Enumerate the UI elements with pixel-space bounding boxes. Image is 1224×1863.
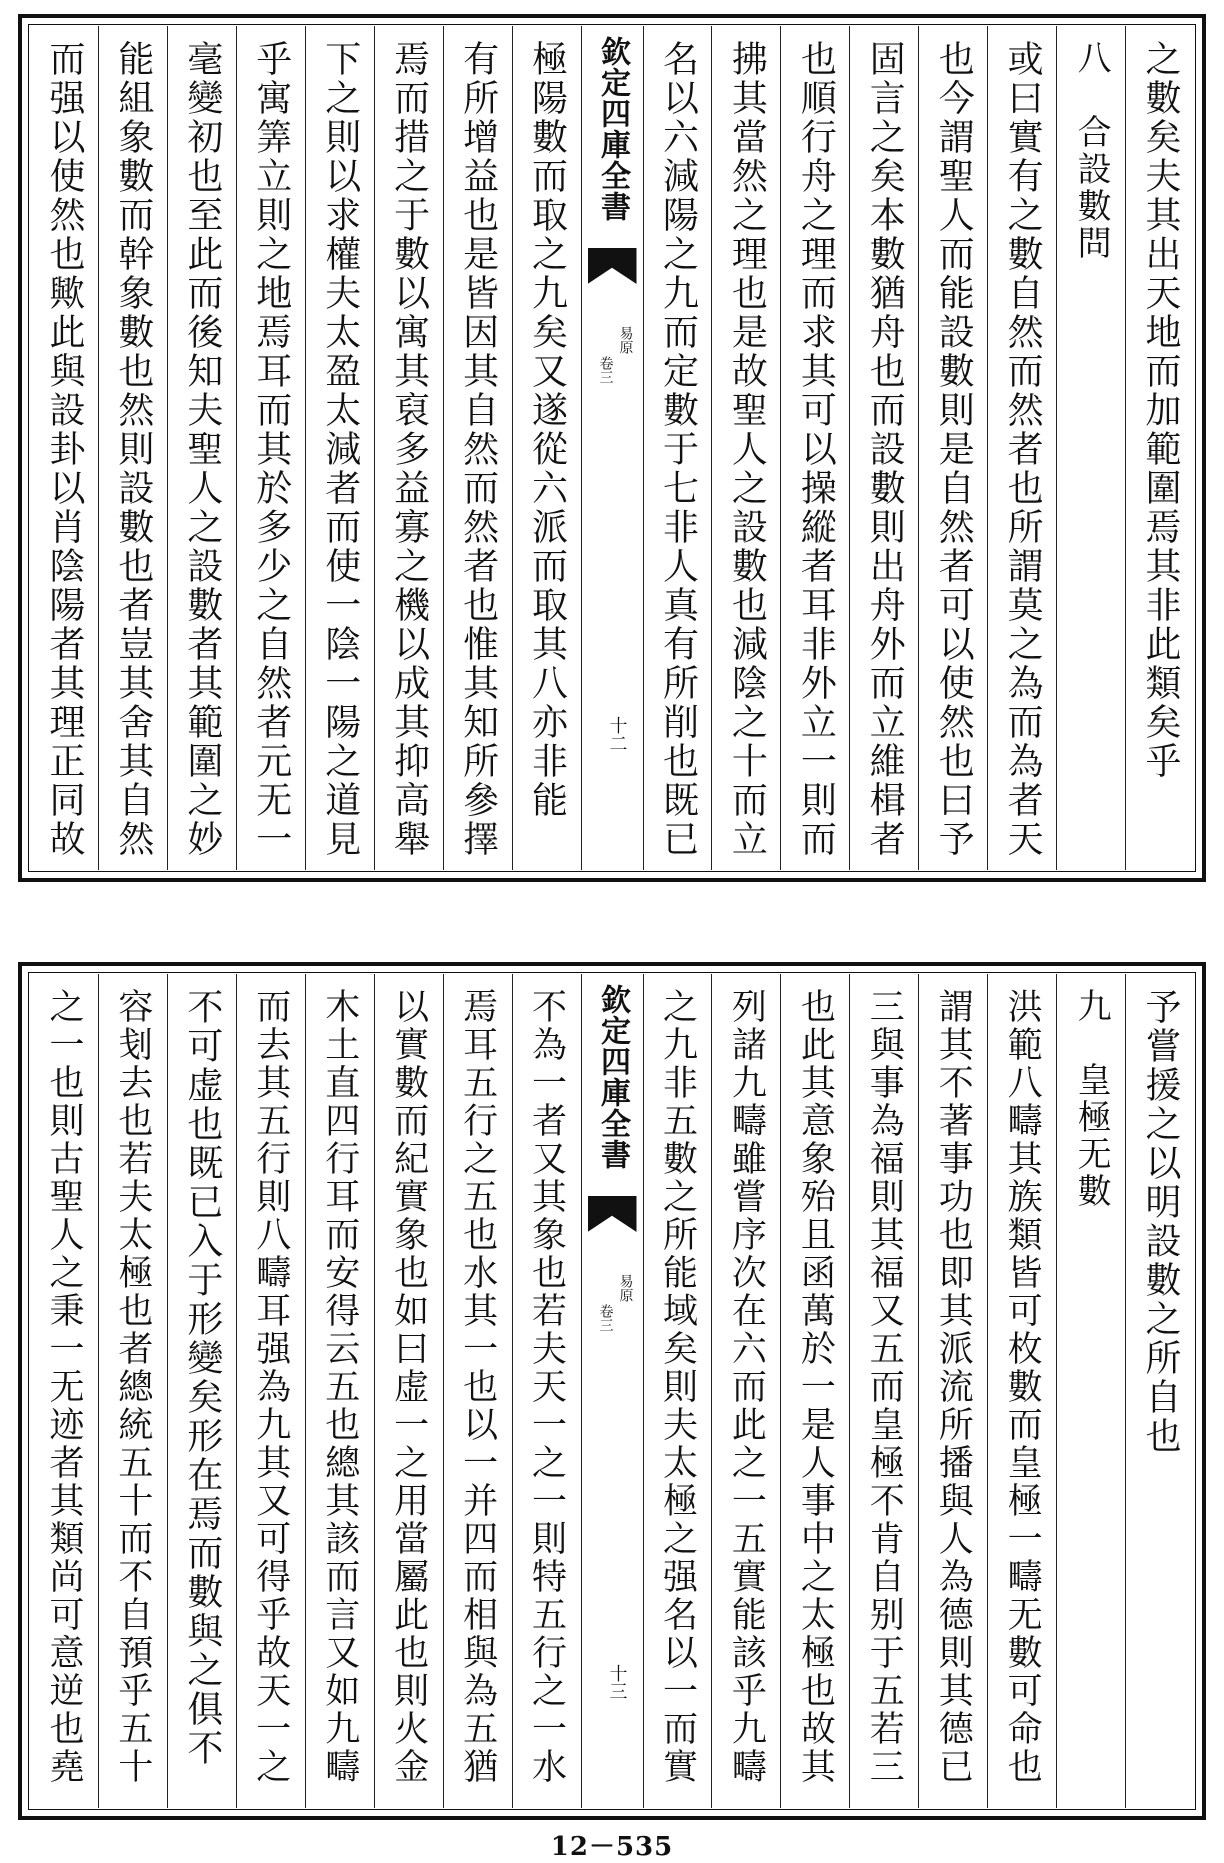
top-page — [18, 14, 1206, 882]
text-column: 名以六減陽之九而定數于七非人真有所削也既已 — [643, 26, 712, 870]
bottom-page — [18, 962, 1206, 1820]
book-name: 易原 — [617, 326, 634, 354]
top-columns — [30, 26, 1194, 870]
page-number: 12－535 — [550, 1832, 674, 1862]
section-heading: 九 皇極无數 — [1056, 974, 1125, 1808]
volume-label: 卷三 — [597, 356, 614, 384]
text-column: 能組象數而幹象數也然則設數也者豈其舍其自然 — [98, 26, 167, 870]
fish-tail-mark — [588, 248, 637, 284]
text-column: 乎寓筭立則之地焉耳而其於多少之自然者元无一 — [236, 26, 305, 870]
text-column: 固言之矣本數猶舟也而設數則出舟外而立維楫者 — [849, 26, 918, 870]
text-column: 毫變初也至此而後知夫聖人之設數者其範圍之妙 — [167, 26, 236, 870]
text-column: 謂其不著事功也即其派流所播與人為德則其德已 — [918, 974, 987, 1808]
text-column: 也順行舟之理而求其可以操縱者耳非外立一則而 — [780, 26, 849, 870]
text-column: 極陽數而取之九矣又遂從六派而取其八亦非能 — [512, 26, 581, 870]
text-column: 焉而措之于數以寓其裒多益寡之機以成其抑高舉 — [374, 26, 443, 870]
text-column: 予嘗援之以明設數之所自也 — [1125, 974, 1194, 1808]
text-column: 焉耳五行之五也水其一也以一并四而相與為五猶 — [443, 974, 512, 1808]
text-column: 有所增益也是皆因其自然而然者也惟其知所參擇 — [443, 26, 512, 870]
text-column: 也今謂聖人而能設數則是自然者可以使然也曰予 — [918, 26, 987, 870]
book-name: 易原 — [617, 1274, 634, 1302]
text-column: 容刬去也若夫太極也者總統五十而不自預乎五十 — [98, 974, 167, 1808]
text-column: 之數矣夫其出天地而加範圍焉其非此類矣乎 — [1125, 26, 1194, 870]
book-title: 欽定四庫全書 — [595, 36, 630, 222]
text-column: 也此其意象殆且函萬於一是人事中之太極也故其 — [780, 974, 849, 1808]
text-column: 或曰實有之數自然而然者也所謂莫之為而為者天 — [987, 26, 1056, 870]
section-heading: 八 合設數問 — [1056, 26, 1125, 870]
text-column: 下之則以求權夫太盈太減者而使一陰一陽之道見 — [305, 26, 374, 870]
volume-label: 卷三 — [597, 1304, 614, 1332]
text-column: 以實數而紀實象也如曰虚一之用當屬此也則火金 — [374, 974, 443, 1808]
text-column: 之九非五數之所能域矣則夫太極之强名以一而實 — [643, 974, 712, 1808]
text-column: 木土直四行耳而安得云五也總其該而言又如九疇 — [305, 974, 374, 1808]
text-column: 三與事為福則其福又五而皇極不肯自别于五若三 — [849, 974, 918, 1808]
folio-number: 十三 — [606, 1664, 628, 1700]
center-fold — [581, 974, 643, 1808]
book-title: 欽定四庫全書 — [595, 984, 630, 1170]
folio-number: 十二 — [606, 716, 628, 752]
text-column: 列諸九疇雖嘗序次在六而此之一五實能該乎九疇 — [711, 974, 780, 1808]
text-column: 而强以使然也歟此與設卦以肖陰陽者其理正同故 — [43, 40, 85, 859]
text-column: 不為一者又其象也若夫天一之一則特五行之一水 — [512, 974, 581, 1808]
text-column: 不可虚也既已入于形變矣形在焉而數與之俱不 — [167, 974, 236, 1808]
fish-tail-mark — [588, 1196, 637, 1232]
text-column: 洪範八疇其族類皆可枚數而皇極一疇无數可命也 — [987, 974, 1056, 1808]
center-fold — [581, 26, 643, 870]
bottom-columns — [30, 974, 1194, 1808]
text-column: 拂其當然之理也是故聖人之設數也減陰之十而立 — [711, 26, 780, 870]
text-column: 而去其五行則八疇耳强為九其又可得乎故天一之 — [236, 974, 305, 1808]
text-column: 之一也則古聖人之秉一无迹者其類尚可意逆也堯 — [43, 988, 84, 1786]
